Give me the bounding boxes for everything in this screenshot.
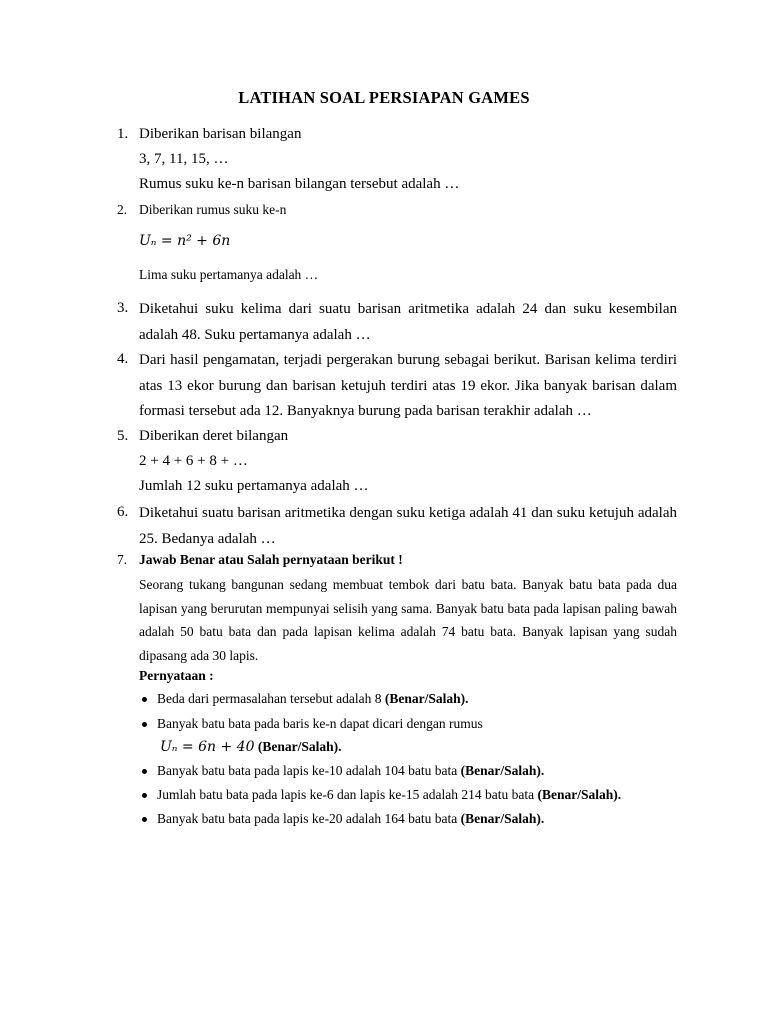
bullet-icon (142, 769, 147, 774)
q7-text: Seorang tukang bangunan sedang membuat tembok dari batu bata. Banyak batu bata pada dua lapisan yang berurutan mempunyai selisih yang sama. Banyak batu bata pada lapisan paling bawah adalah 50 batu bata dan pada lapisan kelima adalah 74 batu bata. Banyak lapisan yang sudah dipasang ada 30 lapis. (139, 577, 677, 663)
q1-line3: Rumus suku ke-n barisan bilangan tersebut adalah … (139, 176, 460, 192)
statement-2: Banyak batu bata pada baris ke-n dapat dicari dengan rumus (157, 716, 483, 731)
q6-number: 6. (117, 504, 129, 520)
q3-number: 3. (117, 300, 129, 316)
q1-line2: 3, 7, 11, 15, … (139, 151, 229, 167)
q5-line3: Jumlah 12 suku pertamanya adalah … (139, 478, 369, 494)
statement-4: Jumlah batu bata pada lapis ke-6 dan lapis ke-15 adalah 214 batu bata (Benar/Salah). (157, 787, 622, 802)
bullet-icon (142, 793, 147, 798)
bullet-icon (142, 722, 147, 727)
q5-line2: 2 + 4 + 6 + 8 + … (139, 453, 248, 469)
q7-heading: Jawab Benar atau Salah pernyataan berikut ! (139, 552, 403, 567)
q5-number: 5. (117, 428, 129, 444)
q2-line3: Lima suku pertamanya adalah … (139, 267, 319, 282)
bullet-icon (142, 697, 147, 702)
q2-formula: Uₙ = n² + 6n (139, 233, 231, 249)
q1-number: 1. (117, 126, 129, 142)
q4-text: Dari hasil pengamatan, terjadi pergerakan burung sebagai berikut. Barisan kelima terdiri atas 13 ekor burung dan barisan ketujuh terdiri atas 19 ekor. Jika banyak barisan dalam formasi tersebut ada 12. Banyaknya burung pada barisan terakhir adalah … (139, 352, 677, 419)
q2-number: 2. (117, 202, 128, 217)
statements-label: Pernyataan : (139, 668, 214, 683)
bullet-icon (142, 817, 147, 822)
q2-line1: Diberikan rumus suku ke-n (139, 202, 287, 217)
statement-5: Banyak batu bata pada lapis ke-20 adalah 164 batu bata (Benar/Salah). (157, 811, 545, 826)
q6-text: Diketahui suatu barisan aritmetika dengan suku ketiga adalah 41 dan suku ketujuh adalah 25. Bedanya adalah … (139, 505, 677, 547)
q1-line1: Diberikan barisan bilangan (139, 126, 302, 142)
statement-3: Banyak batu bata pada lapis ke-10 adalah 104 batu bata (Benar/Salah). (157, 763, 545, 778)
q7-number: 7. (117, 552, 128, 567)
q4-number: 4. (117, 351, 129, 367)
statement-2-formula: Uₙ = 6n + 40 (Benar/Salah). (160, 739, 342, 755)
q3-text: Diketahui suku kelima dari suatu barisan aritmetika adalah 24 dan suku kesembilan adalah 48. Suku pertamanya adalah … (139, 301, 677, 343)
q5-line1: Diberikan deret bilangan (139, 428, 289, 444)
statement-1: Beda dari permasalahan tersebut adalah 8 (Benar/Salah). (157, 691, 469, 706)
page-title: LATIHAN SOAL PERSIAPAN GAMES (238, 88, 530, 107)
